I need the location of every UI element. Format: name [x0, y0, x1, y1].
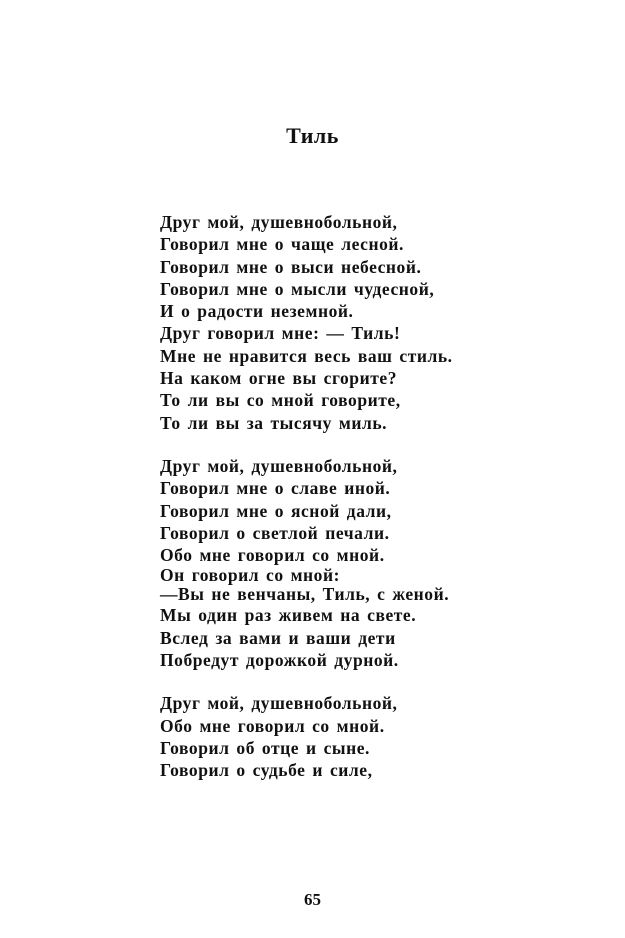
- poem-line: Говорил мне о ясной дали,: [160, 500, 392, 521]
- poem-line: На каком огне вы сгорите?: [160, 368, 397, 389]
- poem-line: Говорил мне о мысли чудесной,: [160, 278, 435, 299]
- poem-line: Друг мой, душевнобольной,: [160, 693, 398, 714]
- poem-line: Друг говорил мне: — Тиль!: [160, 323, 401, 344]
- stanza-1: [160, 211, 600, 434]
- poem-title: Тиль: [286, 123, 339, 148]
- poem-line: Вслед за вами и ваши дети: [160, 627, 396, 648]
- poem-line: Побредут дорожкой дурной.: [160, 650, 399, 671]
- poem-line: То ли вы за тысячу миль.: [160, 412, 388, 433]
- poem-line: Друг мой, душевнобольной,: [160, 212, 398, 232]
- poem-line: Говорил об отце и сыне.: [160, 737, 370, 758]
- poem-line: Друг мой, душевнобольной,: [160, 455, 398, 476]
- poem-line: Говорил мне о выси небесной.: [160, 256, 422, 277]
- poem-line: И о радости неземной.: [160, 301, 354, 322]
- poem-line: Мы один раз живем на свете.: [160, 605, 417, 626]
- poem-line: То ли вы со мной говорите,: [160, 390, 401, 411]
- stanza-3: [160, 692, 600, 781]
- poem-line: Он говорил со мной:: [160, 565, 340, 586]
- poem-line: Говорил о судьбе и силе,: [160, 760, 373, 781]
- poem-line: Говорил мне о чаще лесной.: [160, 234, 404, 255]
- poem-body: [160, 211, 600, 803]
- poem-line: Мне не нравится весь ваш стиль.: [160, 345, 453, 366]
- poem-line: Говорил о светлой печали.: [160, 522, 390, 543]
- poem-line: —Вы не венчаны, Тиль, с женой.: [160, 584, 450, 605]
- stanza-2: [160, 455, 600, 671]
- page-number: 65: [304, 890, 321, 909]
- poem-line: Обо мне говорил со мной.: [160, 715, 385, 736]
- poem-line: Говорил мне о славе иной.: [160, 478, 391, 499]
- poem-line: Обо мне говорил со мной.: [160, 545, 385, 566]
